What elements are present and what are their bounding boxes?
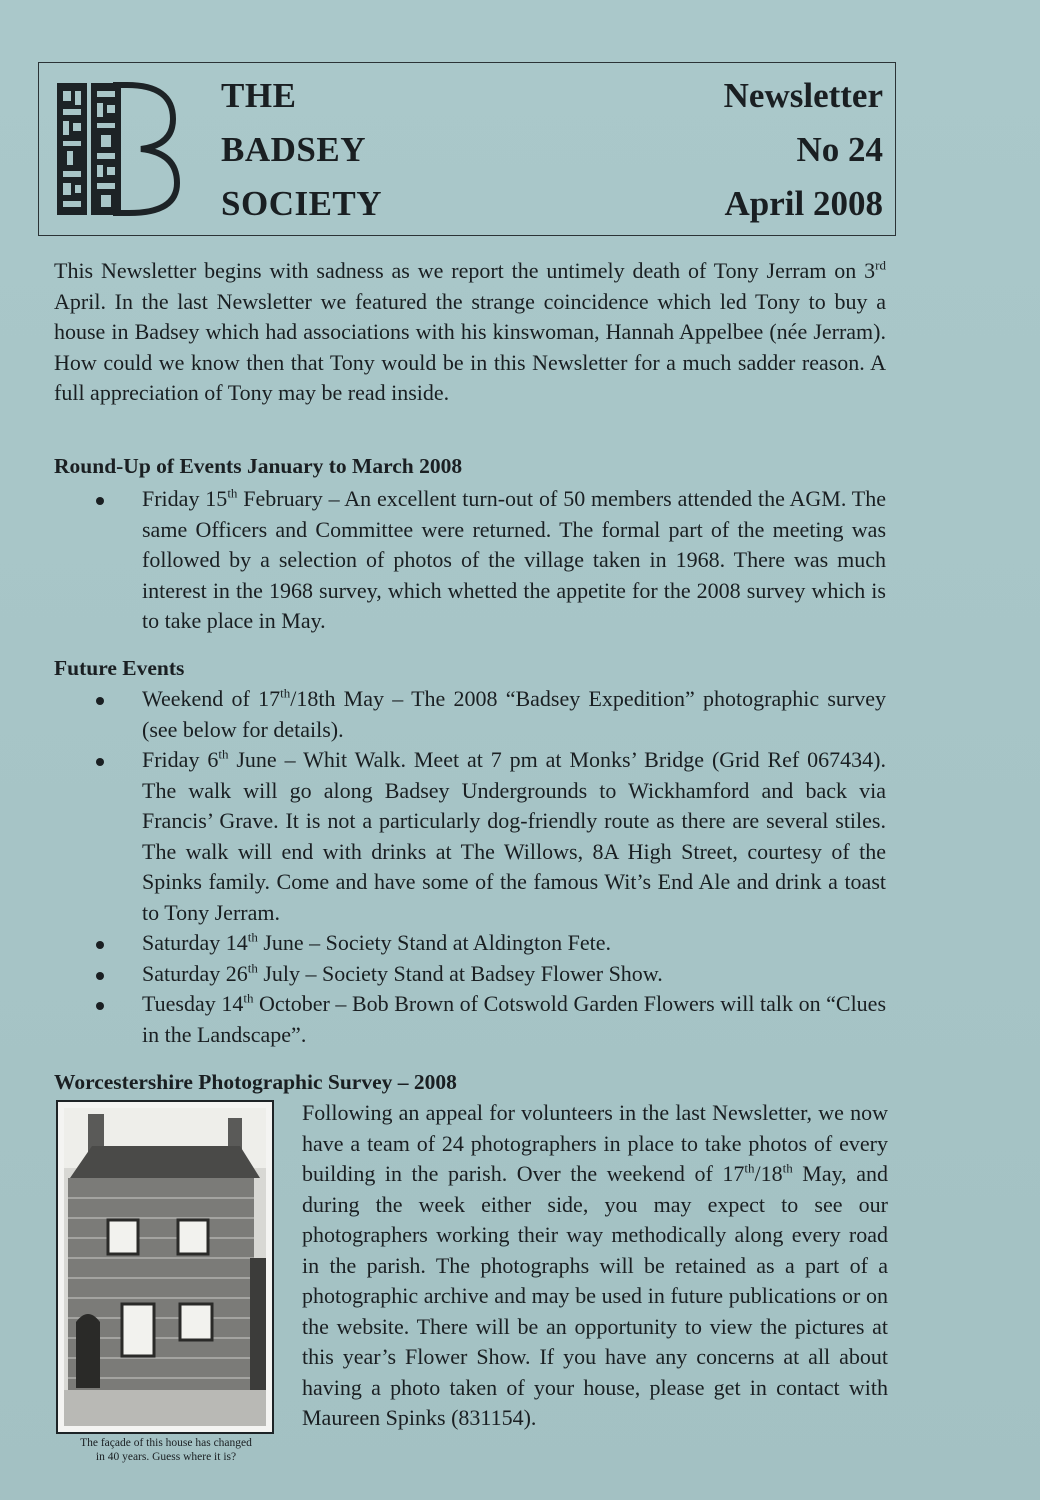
- survey-paragraph: Following an appeal for volunteers in the last Newsletter, we now have a team of 24 photographers in place to take photos of every building in the parish. Over the weekend of 17th/18th May, and during the week either side, you may expect to see our photographers working their way methodically along every road in the parish. The photographs will be retained as a part of a photographic archive and may be used in future publications or on the website. There will be an opportunity to view the pictures at this year’s Flower Show. If you have any concerns at all about having a photo taken of your house, please get in contact with Maureen Spinks (831154).: [302, 1100, 888, 1430]
- list-item: Friday 15th February – An excellent turn-out of 50 members attended the AGM. The same Officers and Committee were returned. The formal part of the meeting was followed by a selection of photos of the village taken in 1968. There was much interest in the 1968 survey, which whetted the appetite for the 2008 survey which is to take place in May.: [54, 484, 886, 637]
- bullet-icon: [96, 941, 104, 949]
- badsey-society-logo-icon: [53, 79, 183, 219]
- list-item: Saturday 14th June – Society Stand at Aldington Fete.: [54, 928, 886, 959]
- house-photo-icon: [64, 1108, 266, 1426]
- bullet-icon: [96, 972, 104, 980]
- future-events-heading: Future Events: [54, 656, 185, 680]
- list-item: Weekend of 17th/18th May – The 2008 “Badsey Expedition” photographic survey (see below for details).: [54, 684, 886, 745]
- list-item: Saturday 26th July – Society Stand at Badsey Flower Show.: [54, 959, 886, 990]
- bullet-icon: [96, 1002, 104, 1010]
- bullet-icon: [96, 497, 104, 505]
- bullet-icon: [96, 758, 104, 766]
- masthead: [38, 62, 896, 236]
- intro-paragraph: This Newsletter begins with sadness as we report the untimely death of Tony Jerram on 3rd April. In the last Newsletter we featured the strange coincidence which led Tony to buy a house in Badsey which had associations with his kinswoman, Hannah Appelbee (née Jerram). How could we know then that Tony would be in this Newsletter for a much sadder reason. A full appreciation of Tony may be read inside.: [54, 257, 886, 405]
- list-item: Friday 6th June – Whit Walk. Meet at 7 pm at Monks’ Bridge (Grid Ref 067434). The walk will go along Badsey Undergrounds to Wickhamford and back via Francis’ Grave. It is not a particularly dog-friendly route as there are several stiles. The walk will end with drinks at The Willows, 8A High Street, courtesy of the Spinks family. Come and have some of the famous Wit’s End Ale and drink a toast to Tony Jerram.: [54, 745, 886, 928]
- bullet-icon: [96, 697, 104, 705]
- future-events-list: [54, 684, 886, 1050]
- roundup-list: [54, 484, 886, 637]
- house-photo: [56, 1100, 274, 1434]
- society-name: THE BADSEY SOCIETY: [221, 76, 383, 223]
- newsletter-issue: Newsletter No 24 April 2008: [723, 76, 883, 223]
- photo-caption: The façade of this house has changed in 40 years. Guess where it is?: [80, 1437, 252, 1463]
- roundup-heading: Round-Up of Events January to March 2008: [54, 454, 463, 478]
- survey-heading: Worcestershire Photographic Survey – 2008: [54, 1070, 457, 1094]
- list-item: Tuesday 14th October – Bob Brown of Cotswold Garden Flowers will talk on “Clues in the Landscape”.: [54, 989, 886, 1050]
